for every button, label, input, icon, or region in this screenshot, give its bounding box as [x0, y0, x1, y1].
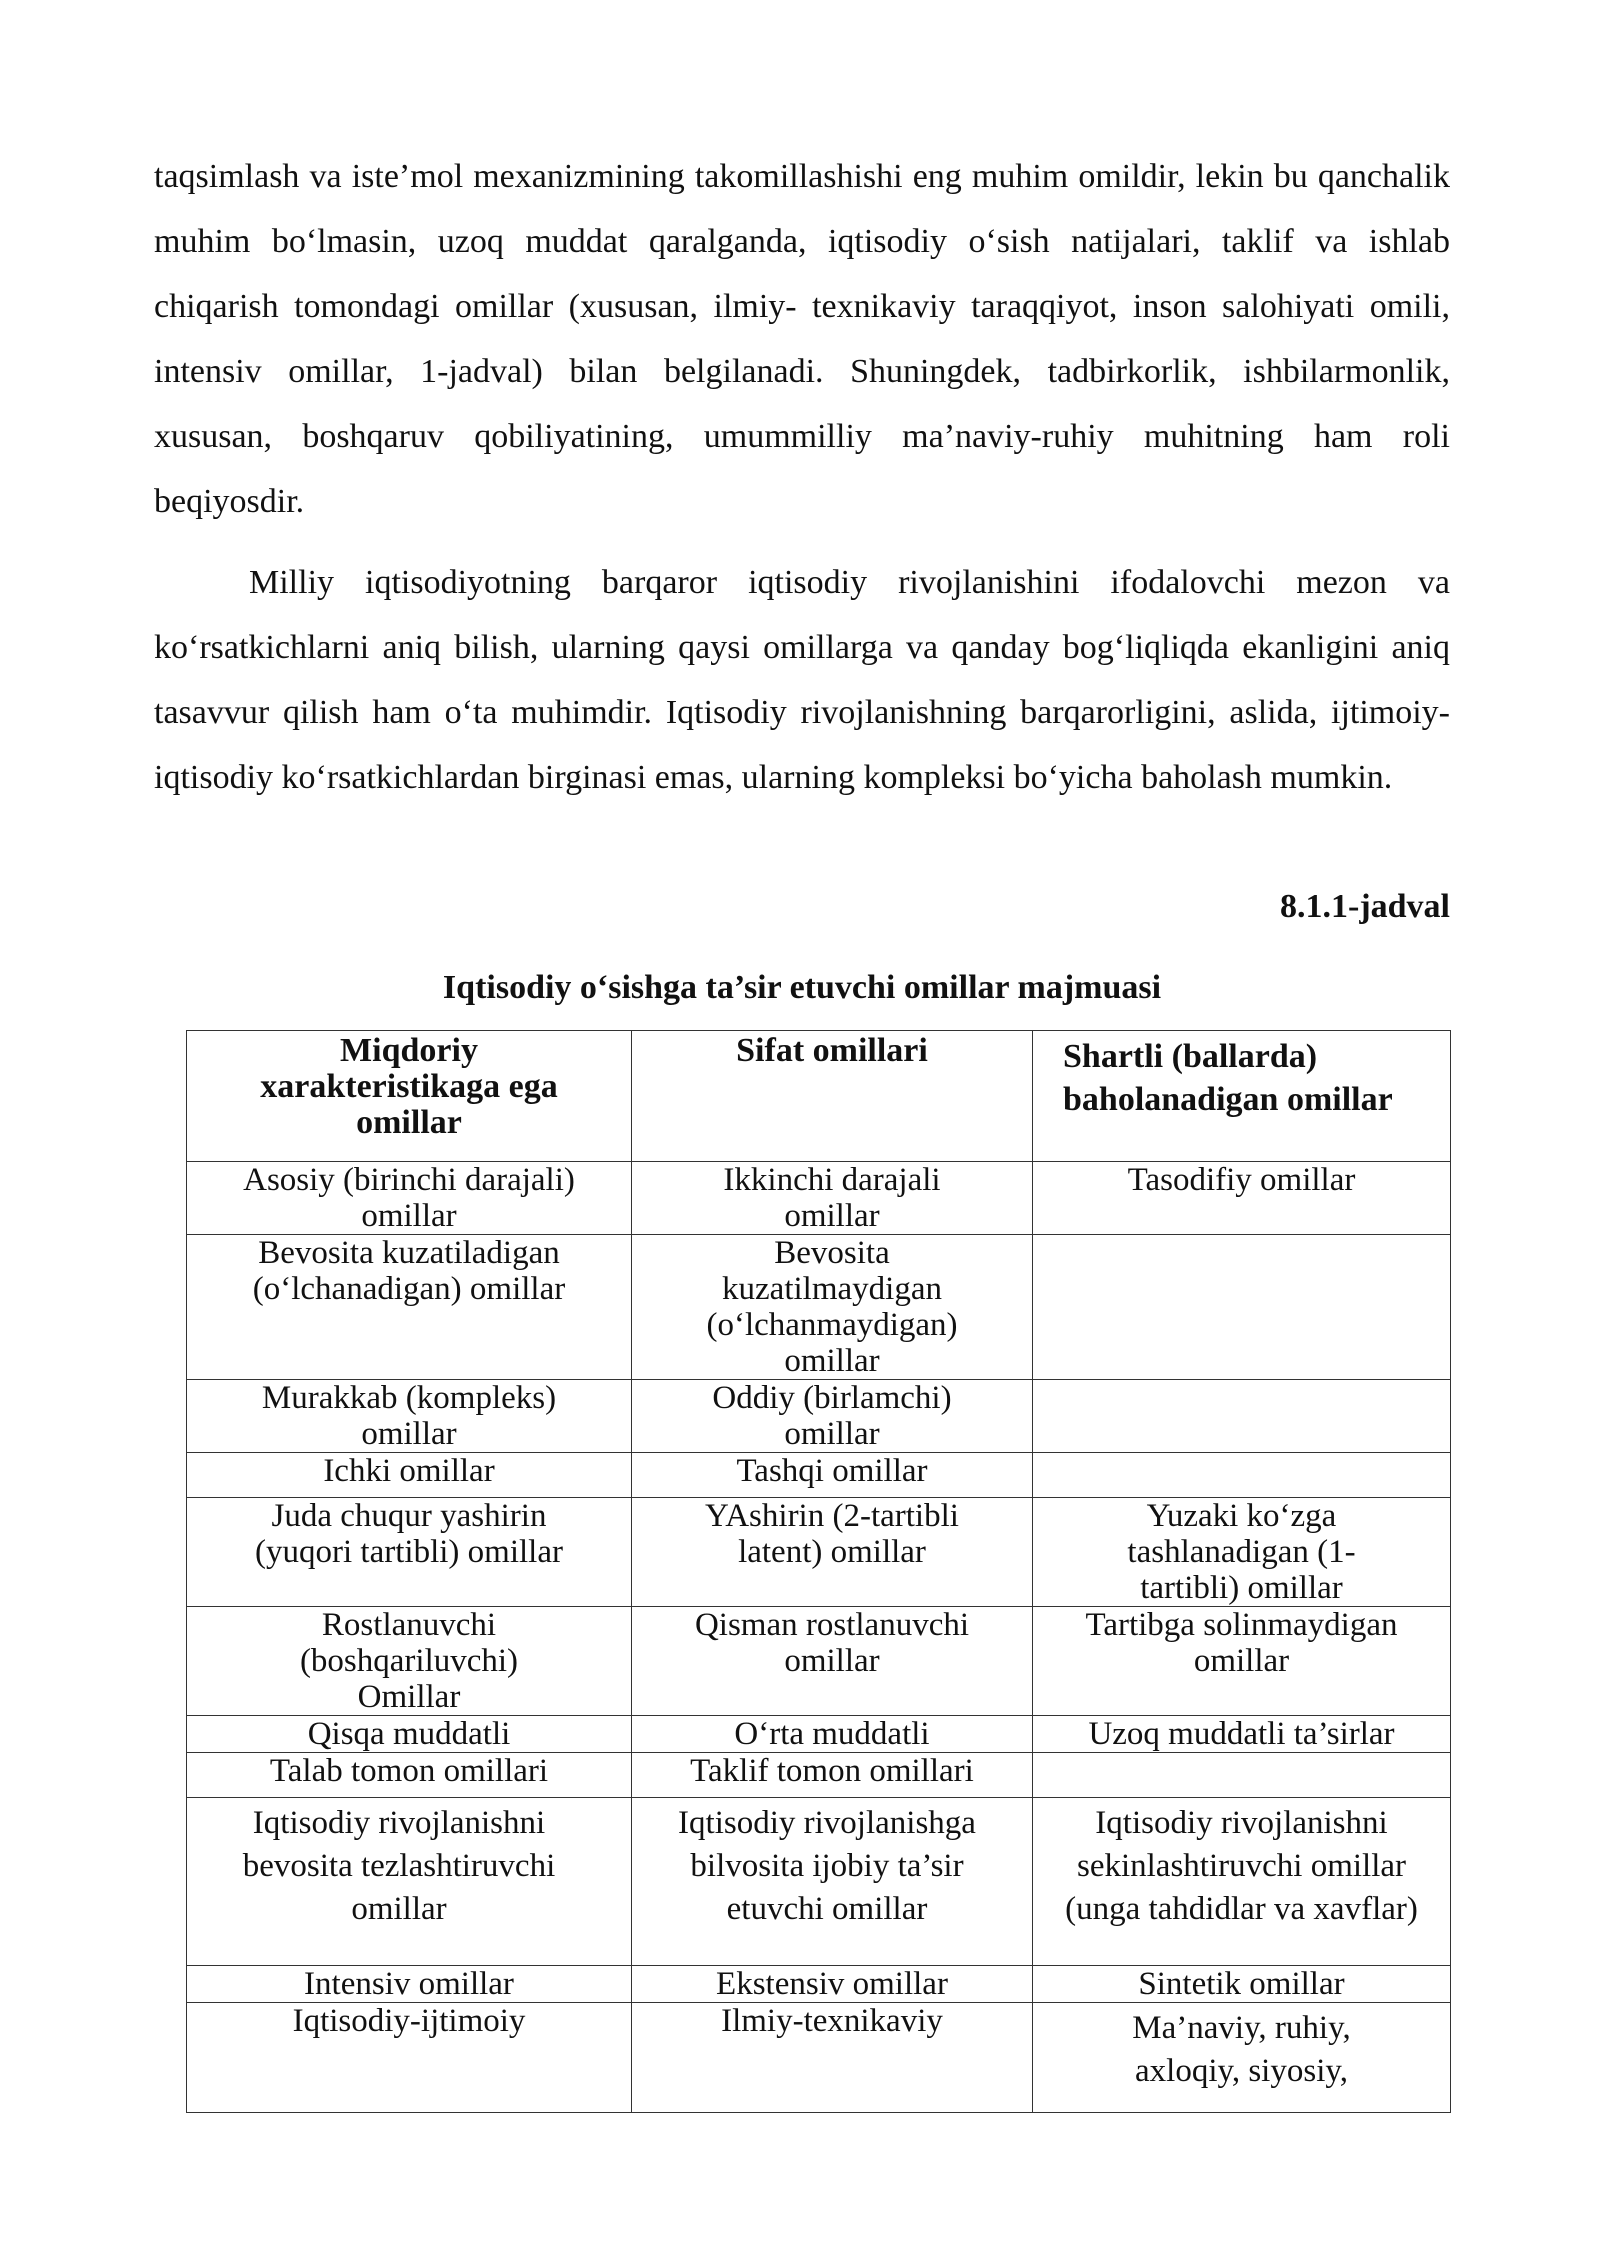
table-row — [187, 1966, 1451, 2003]
table-header-row — [187, 1031, 1451, 1162]
table-cell: Intensiv omillar — [187, 1966, 632, 2003]
table-cell — [1033, 1753, 1451, 1798]
table-cell — [1033, 1235, 1451, 1380]
header-qualitative: Sifat omillari — [632, 1031, 1033, 1162]
header-quantitative: Miqdoriy xarakteristikaga ega omillar — [187, 1031, 632, 1162]
table-cell — [1033, 1380, 1451, 1453]
table-cell: Iqtisodiy rivojlanishni sekinlashtiruvchi omillar (unga tahdidlar va xavflar) — [1033, 1798, 1451, 1966]
paragraph-2: Milliy iqtisodiyotning barqaror iqtisodiy rivojlanishini ifodalovchi mezon va ko‘rsatkichlarni aniq bilish, ularning qaysi omillarga va qanday bog‘liqliqda ekanligini aniq tasavvur qilish ham o‘ta muhimdir. Iqtisodiy rivojlanishning barqarorligini, aslida, ijtimoiy-iqtisodiy ko‘rsatkichlardan birginasi emas, ularning kompleksi bo‘yicha baholash mumkin. — [154, 564, 1450, 796]
table-cell: Sintetik omillar — [1033, 1966, 1451, 2003]
table-cell: Ilmiy-texnikaviy — [632, 2003, 1033, 2113]
table-cell: Talab tomon omillari — [187, 1753, 632, 1798]
table-cell: Rostlanuvchi (boshqariluvchi) Omillar — [187, 1607, 632, 1716]
table-title: Iqtisodiy o‘sishga ta’sir etuvchi omillar majmuasi — [442, 969, 1162, 1006]
table-cell — [1033, 1453, 1451, 1498]
table-row — [187, 1162, 1451, 1235]
table-cell: O‘rta muddatli — [632, 1716, 1033, 1753]
table-cell: Taklif tomon omillari — [632, 1753, 1033, 1798]
table-cell: Yuzaki ko‘zga tashlanadigan (1-tartibli) omillar — [1033, 1498, 1451, 1607]
paragraph-1: taqsimlash va iste’mol mexanizmining takomillashishi eng muhim omildir, lekin bu qanchalik muhim bo‘lmasin, uzoq muddat qaralganda, iqtisodiy o‘sish natijalari, taklif va ishlab chiqarish tomondagi omillar (xususan, ilmiy- texnikaviy taraqqiyot, inson salohiyati omili, intensiv omillar, 1-jadval) bilan belgilanadi. Shuningdek, tadbirkorlik, ishbilarmonlik, xususan, boshqaruv qobiliyatining, umummilliy ma’naviy-ruhiy muhitning ham roli beqiyosdir. — [154, 158, 1450, 520]
table-row — [187, 1380, 1451, 1453]
table-cell: Ma’naviy, ruhiy, axloqiy, siyosiy, — [1033, 2003, 1451, 2113]
table-cell: Bevosita kuzatilmaydigan (o‘lchanmaydigan) omillar — [632, 1235, 1033, 1380]
table-cell: Iqtisodiy-ijtimoiy — [187, 2003, 632, 2113]
table-cell: YAshirin (2-tartibli latent) omillar — [632, 1498, 1033, 1607]
table-cell: Bevosita kuzatiladigan (o‘lchanadigan) omillar — [187, 1235, 632, 1380]
table-row — [187, 1453, 1451, 1498]
table-cell: Asosiy (birinchi darajali) omillar — [187, 1162, 632, 1235]
table-cell: Iqtisodiy rivojlanishni bevosita tezlashtiruvchi omillar — [187, 1798, 632, 1966]
table-cell: Uzoq muddatli ta’sirlar — [1033, 1716, 1451, 1753]
text-body — [154, 144, 1450, 810]
table-cell: Qisman rostlanuvchi omillar — [632, 1607, 1033, 1716]
table-cell: Tartibga solinmaydigan omillar — [1033, 1607, 1451, 1716]
table-cell: Qisqa muddatli — [187, 1716, 632, 1753]
table-reference-label: 8.1.1-jadval — [1280, 888, 1450, 925]
table-cell: Ekstensiv omillar — [632, 1966, 1033, 2003]
table-row — [187, 1235, 1451, 1380]
table-row — [187, 1753, 1451, 1798]
header-conditional: Shartli (ballarda) baholanadigan omillar — [1033, 1031, 1451, 1162]
factors-table — [186, 1030, 1451, 2113]
table-row — [187, 1607, 1451, 1716]
table-row — [187, 1498, 1451, 1607]
table-row — [187, 1716, 1451, 1753]
table-cell: Tasodifiy omillar — [1033, 1162, 1451, 1235]
table-cell: Oddiy (birlamchi) omillar — [632, 1380, 1033, 1453]
table-cell: Iqtisodiy rivojlanishga bilvosita ijobiy ta’sir etuvchi omillar — [632, 1798, 1033, 1966]
table-cell: Juda chuqur yashirin (yuqori tartibli) omillar — [187, 1498, 632, 1607]
table-cell: Ichki omillar — [187, 1453, 632, 1498]
table-cell: Murakkab (kompleks) omillar — [187, 1380, 632, 1453]
table-row — [187, 2003, 1451, 2113]
table-cell: Ikkinchi darajali omillar — [632, 1162, 1033, 1235]
table-cell: Tashqi omillar — [632, 1453, 1033, 1498]
table-row — [187, 1798, 1451, 1966]
